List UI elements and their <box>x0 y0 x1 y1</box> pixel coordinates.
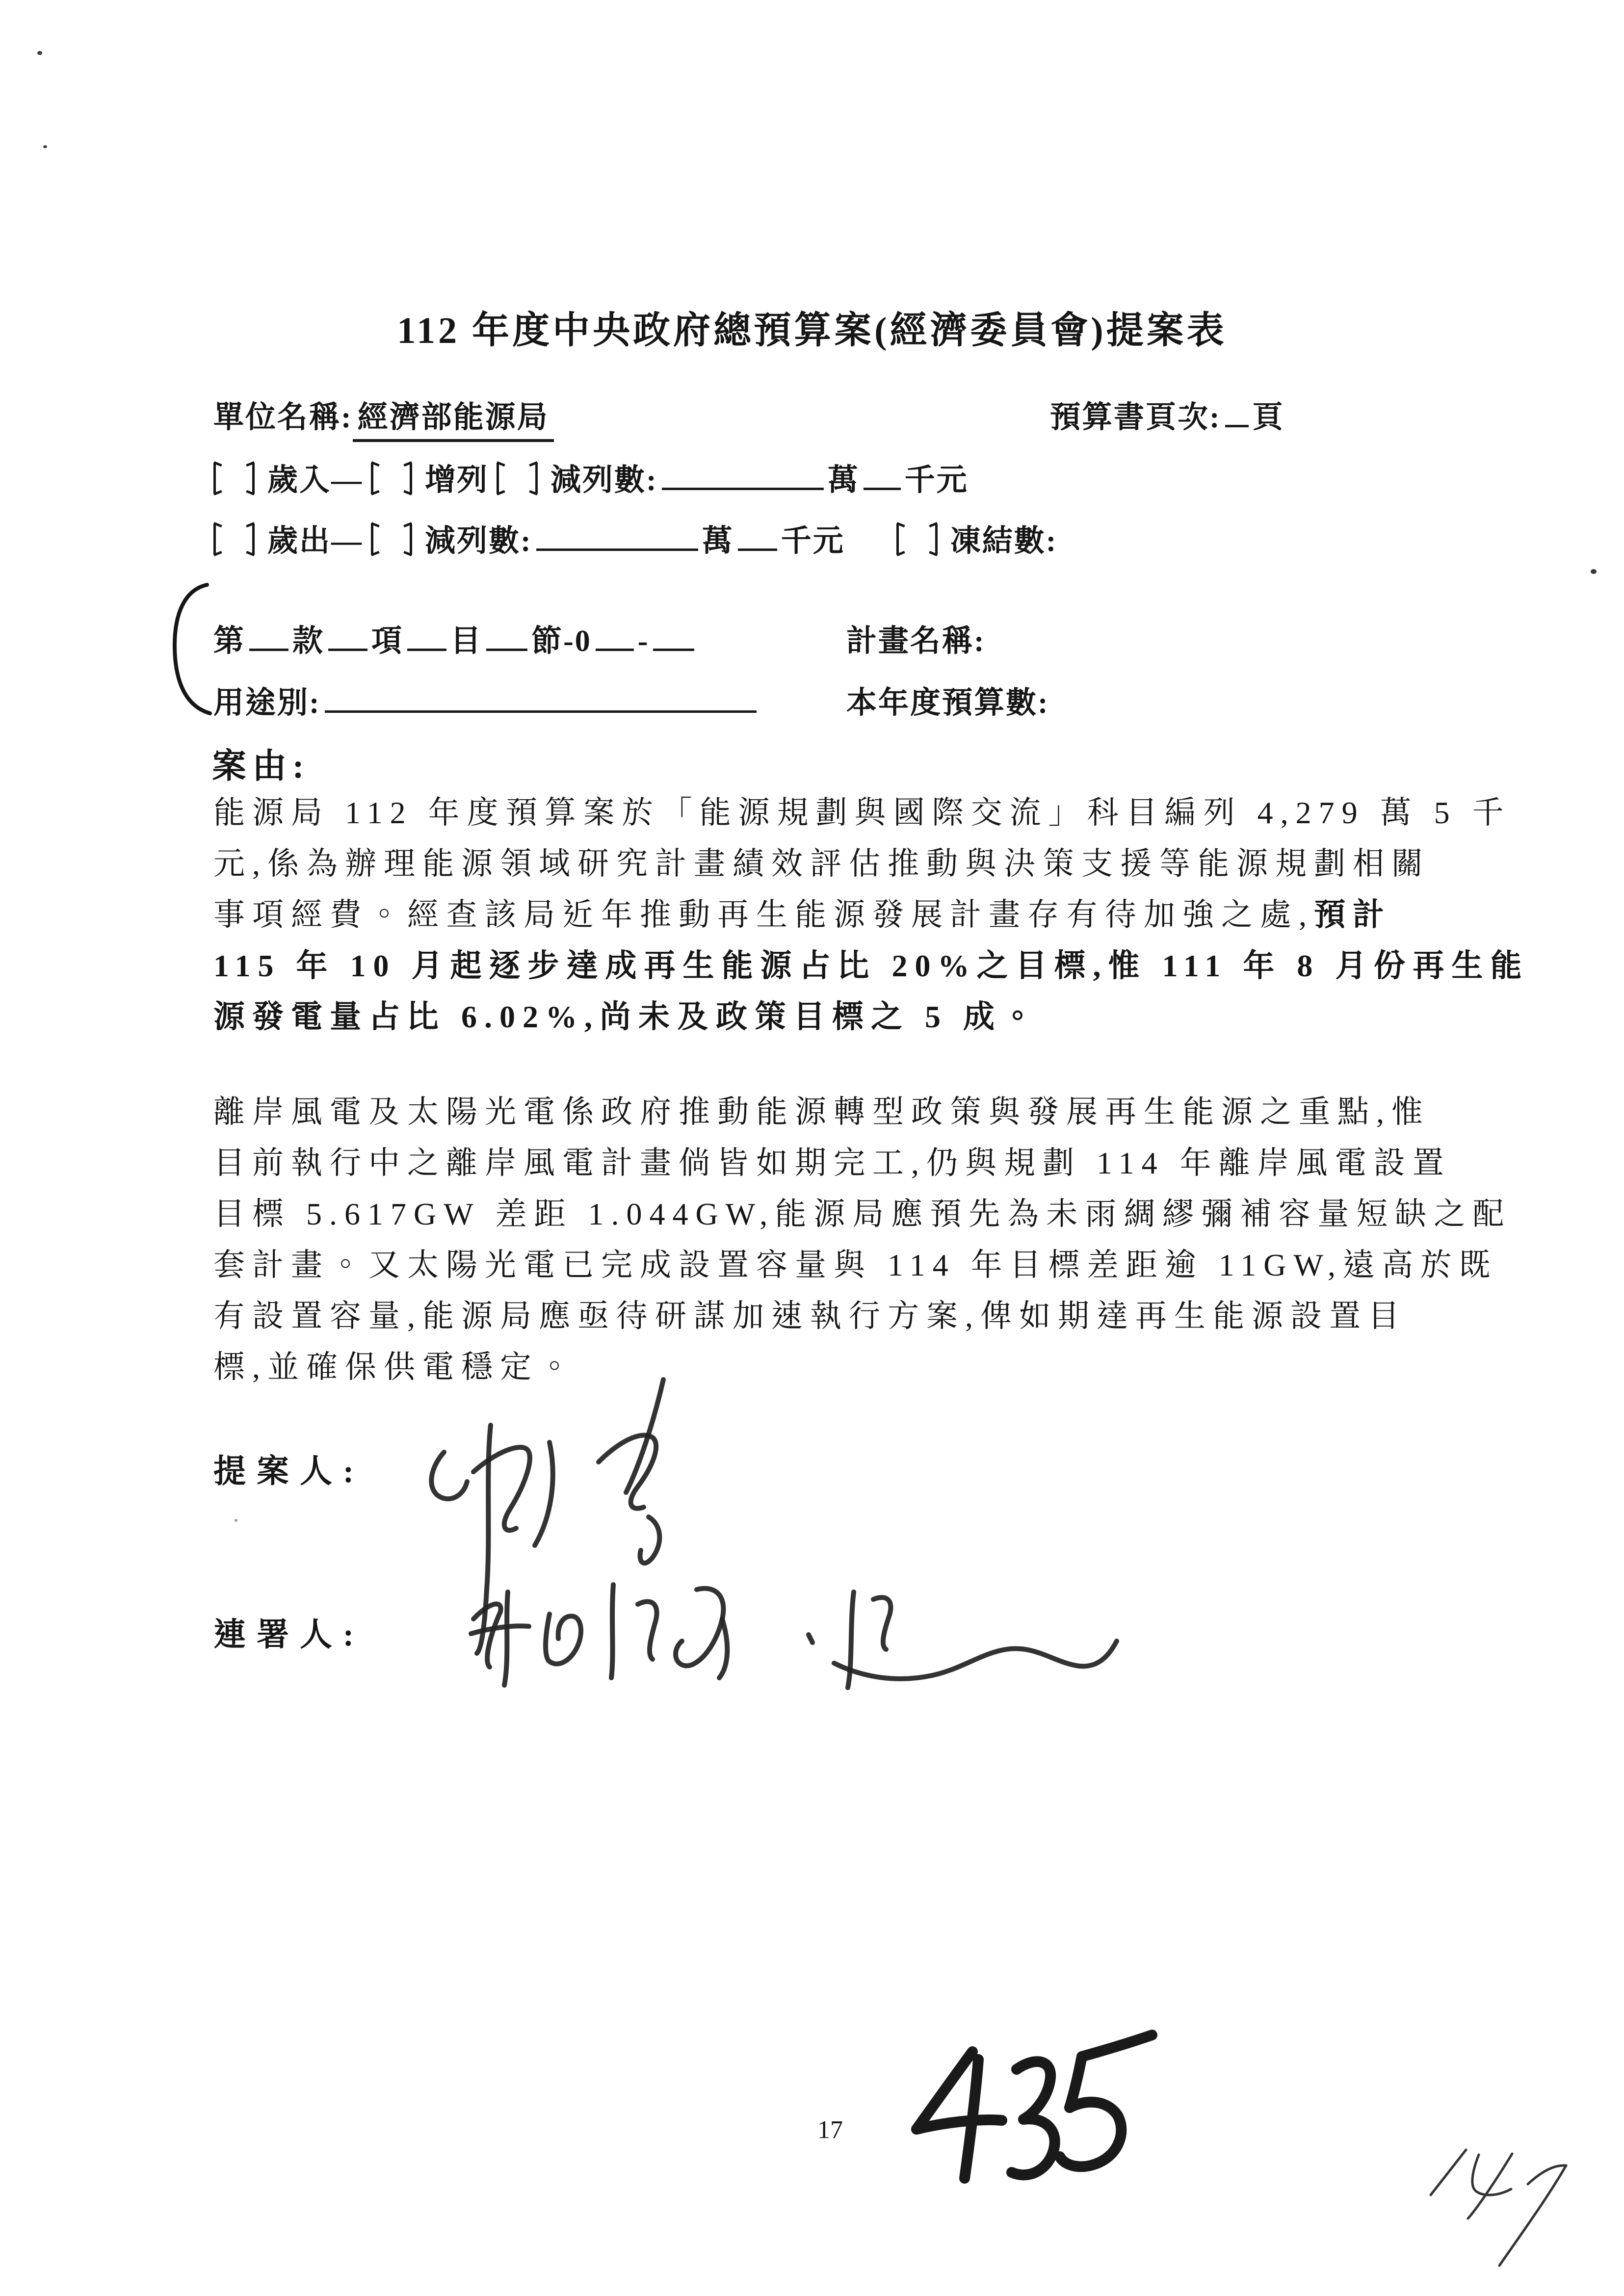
unit-name-label: 單位名稱: <box>213 401 353 434</box>
handwritten-number-147 <box>1403 2134 1580 2276</box>
checkbox-expense <box>213 523 255 563</box>
kuan-blank <box>249 624 288 651</box>
add-label: 增列 <box>425 464 489 497</box>
mu-label: 目 <box>450 625 483 658</box>
jie-blank <box>486 624 527 651</box>
case-paragraph-1 <box>213 787 1529 1043</box>
current-budget-label: 本年度預算數: <box>846 686 1049 720</box>
qianyuan-unit: 千元 <box>781 524 845 558</box>
usage-row <box>213 678 760 722</box>
amount-blank <box>662 463 824 490</box>
revenue-label: 歲入 <box>267 464 332 497</box>
paragraph-line-bold: 源發電量占比 6.02%,尚未及政策目標之 5 成。 <box>213 999 1041 1034</box>
mu-blank <box>407 624 446 651</box>
frozen-label: 凍結數: <box>950 524 1058 558</box>
paragraph-line-bold: 115 年 10 月起逐步達成再生能源占比 20%之目標,惟 111 年 8 月份再生能 <box>213 948 1529 983</box>
paragraph-line: 能源局 112 年度預算案於「能源規劃與國際交流」科目編列 4,279 萬 5 千 <box>213 795 1511 830</box>
bracket-close-icon <box>397 523 412 555</box>
checkbox-add <box>371 463 412 502</box>
thousand-blank <box>738 524 777 551</box>
proposer-label: 提案人: <box>213 1454 365 1489</box>
budget-page-ref <box>1050 392 1284 436</box>
unit-name-value: 經濟部能源局 <box>353 401 554 442</box>
scan-speck <box>235 1519 237 1522</box>
page-unit-label: 頁 <box>1252 401 1284 434</box>
paragraph-line: 有設置容量,能源局應亟待研謀加速執行方案,俾如期達再生能源設置目 <box>213 1299 1407 1333</box>
dash: — <box>331 464 364 497</box>
bracket-open-icon <box>896 523 912 555</box>
checkbox-revenue <box>213 463 255 502</box>
paragraph-line: 元,係為辦理能源領域研究計畫績效評估推動與決策支援等能源規劃相關 <box>213 846 1430 881</box>
bracket-close-icon <box>397 463 412 494</box>
bracket-close-icon <box>239 523 255 555</box>
paragraph-line: 離岸風電及太陽光電係政府推動能源轉型政策與發展再生能源之重點,惟 <box>213 1095 1430 1129</box>
bracket-open-icon <box>497 463 512 494</box>
bracket-open-icon <box>213 523 229 555</box>
scan-speck <box>43 145 47 148</box>
wan-unit: 萬 <box>702 524 734 558</box>
usage-label: 用途別: <box>213 686 321 720</box>
code-dash: - <box>637 625 650 658</box>
scan-speck <box>1591 569 1597 574</box>
unit-name-row <box>213 392 554 436</box>
code-blank-2 <box>653 624 694 651</box>
checkbox-frozen <box>896 523 938 563</box>
checkbox-cut <box>371 523 412 563</box>
cut-amount-label: 減列數: <box>425 524 532 558</box>
paragraph-line: 目前執行中之離岸風電計畫倘皆如期完工,仍與規劃 114 年離岸風電設置 <box>213 1146 1451 1180</box>
bracket-close-icon <box>523 463 538 494</box>
paragraph-line: 標,並確保供電穩定。 <box>213 1350 577 1384</box>
usage-blank <box>325 686 757 713</box>
page-number: 17 <box>817 2116 843 2144</box>
scan-speck <box>37 51 42 55</box>
revenue-row <box>213 455 969 502</box>
item-section-row <box>213 616 698 660</box>
bracket-close-icon <box>239 463 255 494</box>
expense-label: 歲出 <box>267 524 332 558</box>
case-label: 案由: <box>212 748 310 785</box>
di-label: 第 <box>213 625 246 658</box>
jie-label: 節-0 <box>531 625 592 658</box>
kuan-label: 款 <box>292 625 325 658</box>
cut-amount-label: 減列數: <box>550 464 658 497</box>
paragraph-line: 目標 5.617GW 差距 1.044GW,能源局應預先為未雨綢繆彌補容量短缺之配 <box>213 1197 1512 1231</box>
section-bracket-icon <box>162 581 216 719</box>
page-number-blank <box>1225 400 1249 427</box>
case-paragraph-2 <box>213 1087 1511 1393</box>
bracket-open-icon <box>371 463 386 494</box>
budget-page-label: 預算書頁次: <box>1050 401 1221 434</box>
page-title: 112 年度中央政府總預算案(經濟委員會)提案表 <box>397 310 1227 351</box>
handwritten-number-435 <box>898 2021 1173 2198</box>
thousand-blank <box>864 463 901 490</box>
dash: — <box>331 524 364 558</box>
cosigner-signature-1 <box>442 1565 746 1702</box>
paragraph-line: 套計畫。又太陽光電已完成設置容量與 114 年目標差距逾 11GW,遠高於既 <box>213 1248 1498 1282</box>
wan-unit: 萬 <box>827 464 860 497</box>
paragraph-line <box>213 889 1529 940</box>
plan-name-label: 計畫名稱: <box>846 625 986 658</box>
amount-blank <box>536 524 698 551</box>
cosigner-signature-2 <box>785 1560 1158 1707</box>
code-blank-1 <box>596 624 634 651</box>
line-bold-part: 預計 <box>1314 897 1391 932</box>
bracket-close-icon <box>922 523 938 555</box>
xiang-label: 項 <box>371 625 404 658</box>
qianyuan-unit: 千元 <box>904 464 969 497</box>
expense-row <box>213 516 1057 563</box>
bracket-open-icon <box>213 463 229 494</box>
xiang-blank <box>328 624 367 651</box>
cosigner-label: 連署人: <box>213 1617 365 1653</box>
bracket-open-icon <box>371 523 386 555</box>
checkbox-cut <box>497 463 538 502</box>
line-normal-part: 事項經費。經查該局近年推動再生能源發展計畫存有待加強之處, <box>213 897 1314 932</box>
